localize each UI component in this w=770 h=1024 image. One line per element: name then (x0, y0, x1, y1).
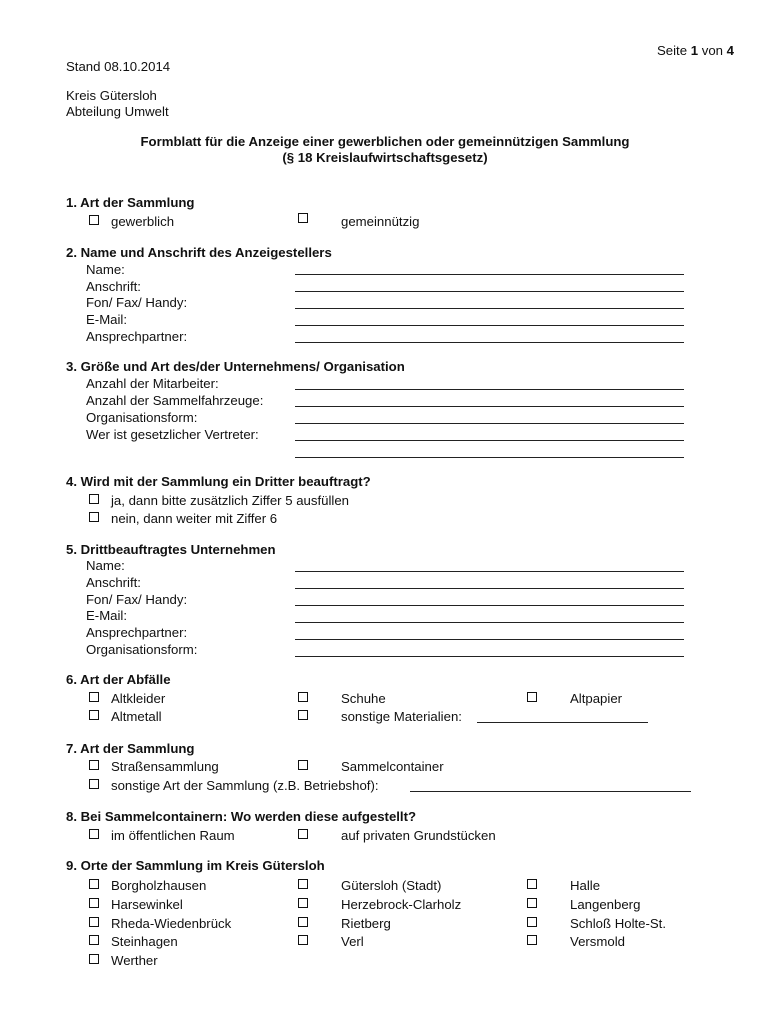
checkbox-borgholzhausen[interactable] (89, 879, 99, 889)
checkbox-altpapier[interactable] (527, 692, 537, 702)
page-number-mid: von (701, 43, 723, 58)
section-5-heading: 5. Drittbeauftragtes Unternehmen (66, 542, 276, 557)
label-altmetall: Altmetall (111, 709, 162, 724)
label-versmold: Versmold (570, 934, 625, 949)
checkbox-harsewinkel[interactable] (89, 898, 99, 908)
field-label-dritt-organisationsform: Organisationsform: (86, 642, 198, 657)
form-title: Formblatt für die Anzeige einer gewerblichen oder gemeinnützigen Sammlung (140, 134, 630, 149)
label-schuhe: Schuhe (341, 691, 386, 706)
field-label-dritt-anschrift: Anschrift: (86, 575, 141, 590)
checkbox-gemeinnuetzig[interactable] (298, 213, 308, 223)
input-line-fon[interactable] (295, 308, 684, 309)
checkbox-langenberg[interactable] (527, 898, 537, 908)
checkbox-steinhagen[interactable] (89, 935, 99, 945)
label-herzebrock-clarholz: Herzebrock-Clarholz (341, 897, 462, 912)
input-line-sonstige-materialien[interactable] (477, 722, 648, 723)
checkbox-versmold[interactable] (527, 935, 537, 945)
input-line-name[interactable] (295, 274, 684, 275)
section-6-heading: 6. Art der Abfälle (66, 672, 171, 687)
input-line-dritt-ansprechpartner[interactable] (295, 639, 684, 640)
checkbox-ja[interactable] (89, 494, 99, 504)
field-label-name: Name: (86, 262, 125, 277)
checkbox-nein[interactable] (89, 512, 99, 522)
input-line-dritt-anschrift[interactable] (295, 588, 684, 589)
label-rheda-wiedenbrueck: Rheda-Wiedenbrück (111, 916, 232, 931)
field-label-organisationsform: Organisationsform: (86, 410, 198, 425)
page-number-prefix: Seite (656, 43, 688, 58)
input-line-dritt-fon[interactable] (295, 605, 684, 606)
input-line-anschrift[interactable] (295, 291, 684, 292)
input-line-ansprechpartner[interactable] (295, 342, 684, 343)
page-number (657, 43, 734, 59)
label-gemeinnuetzig: gemeinnützig (341, 214, 420, 229)
section-2-heading: 2. Name und Anschrift des Anzeigestellers (66, 245, 332, 260)
checkbox-private-grundstuecke[interactable] (298, 829, 308, 839)
section-3-heading: 3. Größe und Art des/der Unternehmens/ Organisation (66, 359, 405, 374)
checkbox-rheda-wiedenbrueck[interactable] (89, 917, 99, 927)
input-line-sonstige-art[interactable] (410, 791, 691, 792)
label-borgholzhausen: Borgholzhausen (111, 878, 207, 893)
checkbox-werther[interactable] (89, 954, 99, 964)
field-label-mitarbeiter: Anzahl der Mitarbeiter: (86, 376, 219, 391)
label-guetersloh: Gütersloh (Stadt) (341, 878, 442, 893)
stand-date: Stand 08.10.2014 (66, 59, 171, 74)
label-langenberg: Langenberg (570, 897, 641, 912)
input-line-dritt-organisationsform[interactable] (295, 656, 684, 657)
checkbox-halle[interactable] (527, 879, 537, 889)
checkbox-sammelcontainer[interactable] (298, 760, 308, 770)
input-line-organisationsform[interactable] (295, 423, 684, 424)
checkbox-verl[interactable] (298, 935, 308, 945)
checkbox-sonstige-art[interactable] (89, 779, 99, 789)
label-harsewinkel: Harsewinkel (111, 897, 183, 912)
input-line-dritt-email[interactable] (295, 622, 684, 623)
input-line-dritt-name[interactable] (295, 571, 684, 572)
label-ja: ja, dann bitte zusätzlich Ziffer 5 ausfüllen (111, 493, 349, 508)
label-verl: Verl (341, 934, 364, 949)
page-number-total: 4 (726, 43, 734, 58)
field-label-dritt-email: E-Mail: (86, 608, 128, 623)
checkbox-rietberg[interactable] (298, 917, 308, 927)
input-line-email[interactable] (295, 325, 684, 326)
office-department: Abteilung Umwelt (66, 104, 169, 119)
checkbox-schloss-holte[interactable] (527, 917, 537, 927)
label-halle: Halle (570, 878, 601, 893)
input-line-vertreter[interactable] (295, 440, 684, 441)
field-label-email: E-Mail: (86, 312, 128, 327)
form-subtitle: (§ 18 Kreislaufwirtschaftsgesetz) (282, 150, 488, 165)
field-label-sammelfahrzeuge: Anzahl der Sammelfahrzeuge: (86, 393, 264, 408)
office-name: Kreis Gütersloh (66, 88, 157, 103)
label-private-grundstuecke: auf privaten Grundstücken (341, 828, 496, 843)
field-label-fon: Fon/ Fax/ Handy: (86, 295, 188, 310)
label-rietberg: Rietberg (341, 916, 391, 931)
checkbox-guetersloh[interactable] (298, 879, 308, 889)
label-sonstige-materialien: sonstige Materialien: (341, 709, 462, 724)
label-schloss-holte: Schloß Holte-St. (570, 916, 667, 931)
label-altpapier: Altpapier (570, 691, 623, 706)
field-label-anschrift: Anschrift: (86, 279, 141, 294)
label-werther: Werther (111, 953, 158, 968)
checkbox-altmetall[interactable] (89, 710, 99, 720)
checkbox-sonstige-materialien[interactable] (298, 710, 308, 720)
label-sonstige-art: sonstige Art der Sammlung (z.B. Betriebshof): (111, 778, 379, 793)
checkbox-herzebrock-clarholz[interactable] (298, 898, 308, 908)
field-label-dritt-fon: Fon/ Fax/ Handy: (86, 592, 188, 607)
checkbox-altkleider[interactable] (89, 692, 99, 702)
input-line-sammelfahrzeuge[interactable] (295, 406, 684, 407)
section-8-heading: 8. Bei Sammelcontainern: Wo werden diese aufgestellt? (66, 809, 417, 824)
field-label-vertreter: Wer ist gesetzlicher Vertreter: (86, 427, 259, 442)
checkbox-schuhe[interactable] (298, 692, 308, 702)
label-strassensammlung: Straßensammlung (111, 759, 219, 774)
checkbox-gewerblich[interactable] (89, 215, 99, 225)
label-sammelcontainer: Sammelcontainer (341, 759, 444, 774)
section-4-heading: 4. Wird mit der Sammlung ein Dritter beauftragt? (66, 474, 371, 489)
field-label-dritt-ansprechpartner: Ansprechpartner: (86, 625, 188, 640)
label-altkleider: Altkleider (111, 691, 166, 706)
label-nein: nein, dann weiter mit Ziffer 6 (111, 511, 278, 526)
section-7-heading: 7. Art der Sammlung (66, 741, 195, 756)
section-1-heading: 1. Art der Sammlung (66, 195, 195, 210)
page-number-current: 1 (690, 43, 699, 58)
field-label-dritt-name: Name: (86, 558, 125, 573)
input-line-vertreter-extra[interactable] (295, 457, 684, 458)
checkbox-strassensammlung[interactable] (89, 760, 99, 770)
label-steinhagen: Steinhagen (111, 934, 178, 949)
field-label-ansprechpartner: Ansprechpartner: (86, 329, 188, 344)
label-gewerblich: gewerblich (111, 214, 175, 229)
input-line-mitarbeiter[interactable] (295, 389, 684, 390)
section-9-heading: 9. Orte der Sammlung im Kreis Gütersloh (66, 858, 325, 873)
label-oeffentlicher-raum: im öffentlichen Raum (111, 828, 235, 843)
checkbox-oeffentlicher-raum[interactable] (89, 829, 99, 839)
